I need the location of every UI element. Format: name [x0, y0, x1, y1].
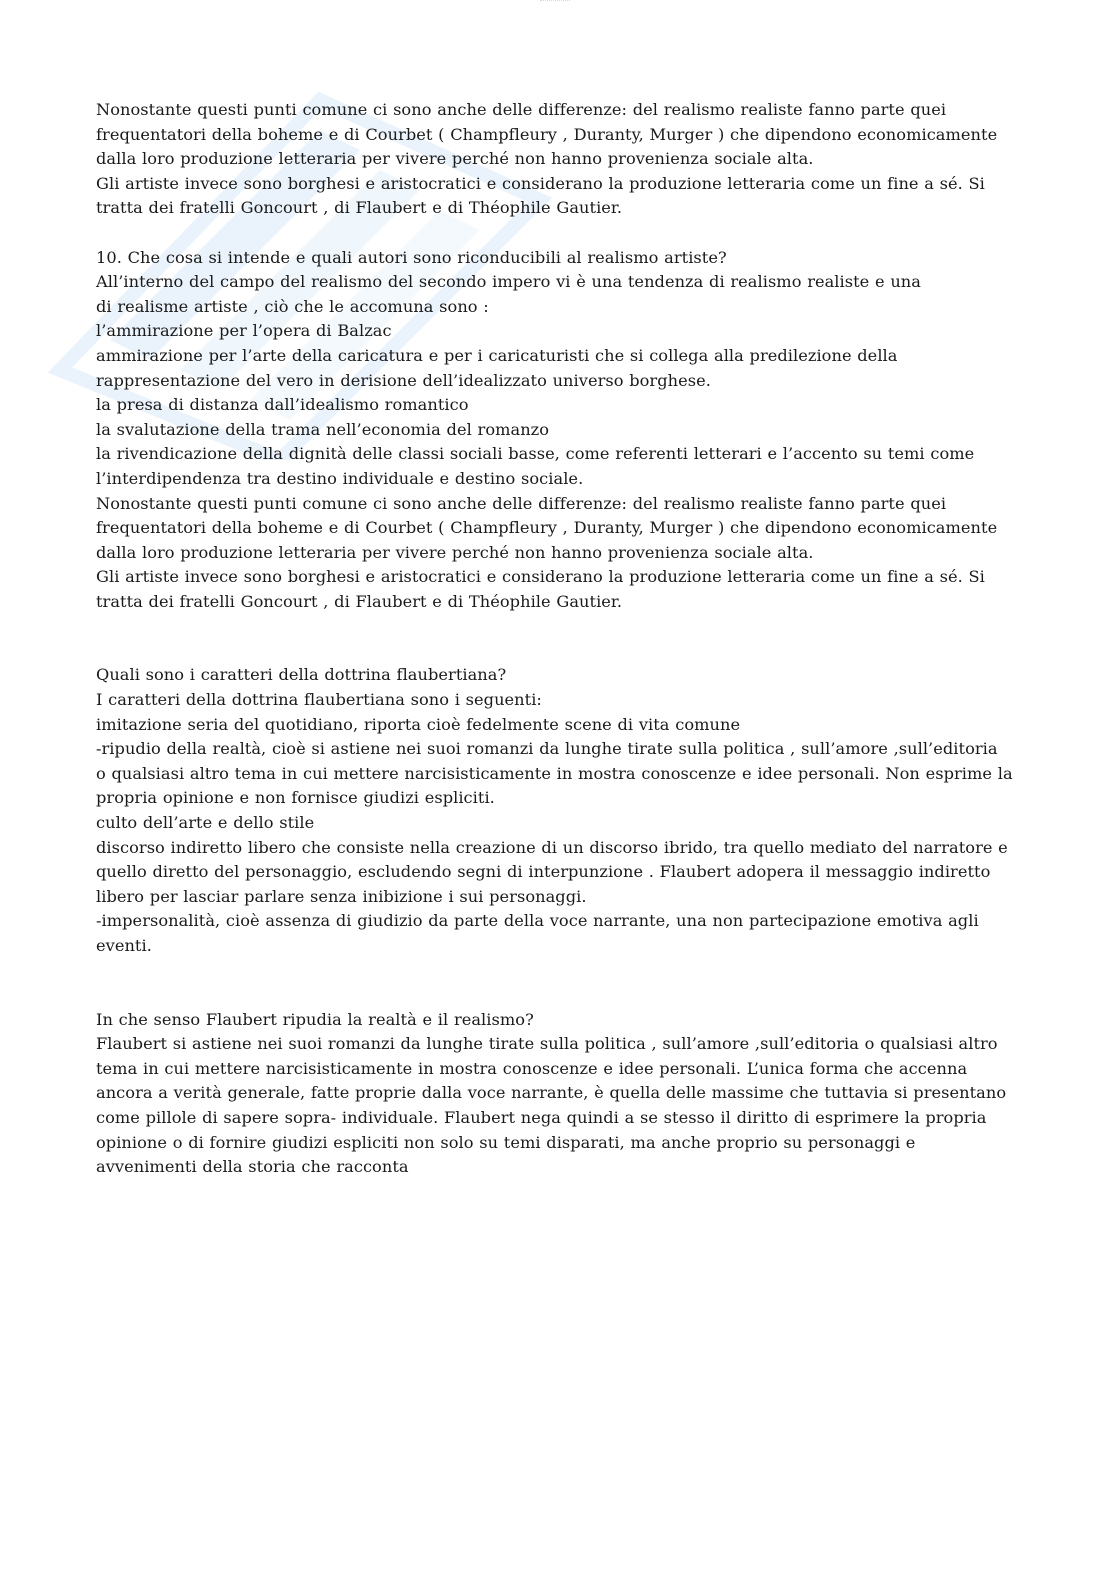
- text-line: l’interdipendenza tra destino individuale e destino sociale.: [96, 468, 584, 488]
- text-line: quello diretto del personaggio, escludendo segni di interpunzione . Flaubert adopera il messaggio indiretto: [96, 862, 991, 882]
- text-line: discorso indiretto libero che consiste nella creazione di un discorso ibrido, tra quello mediato del narratore e: [96, 837, 1008, 857]
- text-line: Nonostante questi punti comune ci sono anche delle differenze: del realismo realiste fanno parte quei: [96, 100, 947, 119]
- text-line: I caratteri della dottrina flaubertiana sono i seguenti:: [96, 690, 542, 710]
- text-line: culto dell’arte e dello stile: [96, 813, 315, 833]
- paragraph-spacer: [96, 959, 1036, 1008]
- text-line: Nonostante questi punti comune ci sono anche delle differenze: del realismo realiste fanno parte quei: [96, 493, 947, 513]
- paragraph-spacer: [96, 221, 1036, 246]
- text-line: -ripudio della realtà, cioè si astiene nei suoi romanzi da lunghe tirate sulla politica , sull’amore ,sull’editoria: [96, 739, 998, 759]
- text-line: frequentatori della boheme e di Courbet ( Champfleury , Duranty, Murger ) che dipendono economicamente: [96, 518, 998, 538]
- text-line: tratta dei fratelli Goncourt , di Flaubert e di Théophile Gautier.: [96, 198, 623, 218]
- text-line: tratta dei fratelli Goncourt , di Flaubert e di Théophile Gautier.: [96, 591, 623, 611]
- paragraph-block-2: [96, 246, 1036, 615]
- text-line: avvenimenti della storia che racconta: [96, 1157, 409, 1177]
- text-line: opinione o di fornire giudizi espliciti non solo su temi disparati, ma anche proprio su personaggi e: [96, 1132, 916, 1152]
- text-line: come pillole di sapere sopra- individuale. Flaubert nega quindi a se stesso il diritto di esprimere la propria: [96, 1107, 987, 1127]
- text-line: All’interno del campo del realismo del secondo impero vi è una tendenza di realismo realiste e una: [96, 272, 921, 292]
- text-line: Gli artiste invece sono borghesi e aristocratici e considerano la produzione letteraria come un fine a sé. Si: [96, 567, 985, 587]
- text-line: ammirazione per l’arte della caricatura e per i caricaturisti che si collega alla predilezione della: [96, 345, 898, 365]
- text-line: libero per lasciar parlare senza inibizione i sui personaggi.: [96, 886, 587, 906]
- text-line: di realisme artiste , ciò che le accomuna sono :: [96, 296, 489, 316]
- text-line: rappresentazione del vero in derisione dell’idealizzato universo borghese.: [96, 370, 711, 390]
- text-line: la svalutazione della trama nell’economia del romanzo: [96, 419, 550, 439]
- text-line: imitazione seria del quotidiano, riporta cioè fedelmente scene di vita comune: [96, 714, 741, 734]
- text-line: Gli artiste invece sono borghesi e aristocratici e considerano la produzione letteraria come un fine a sé. Si: [96, 173, 985, 193]
- text-line: l’ammirazione per l’opera di Balzac: [96, 321, 392, 341]
- text-line: la rivendicazione della dignità delle classi sociali basse, come referenti letterari e l’accento su temi come: [96, 444, 975, 464]
- section-heading: In che senso Flaubert ripudia la realtà e il realismo?: [96, 1009, 534, 1029]
- paragraph-block-3: [96, 663, 1036, 958]
- text-line: dalla loro produzione letteraria per vivere perché non hanno provenienza sociale alta.: [96, 542, 814, 562]
- text-line: -impersonalità, cioè assenza di giudizio da parte della voce narrante, una non partecipazione emotiva agli: [96, 911, 979, 931]
- section-heading: 10. Che cosa si intende e quali autori sono riconducibili al realismo artiste?: [96, 247, 727, 267]
- text-line: la presa di distanza dall’idealismo romantico: [96, 395, 469, 415]
- text-line: ancora a verità generale, fatte proprie dalla voce narrante, è quella delle massime che tuttavia si presentano: [96, 1083, 1007, 1103]
- section-heading: Quali sono i caratteri della dottrina flaubertiana?: [96, 665, 507, 685]
- text-line: Flaubert si astiene nei suoi romanzi da lunghe tirate sulla politica , sull’amore ,sull’editoria o qualsiasi altro: [96, 1034, 998, 1054]
- text-line: eventi.: [96, 936, 152, 955]
- text-line: o qualsiasi altro tema in cui mettere narcisisticamente in mostra conoscenze e idee personali. Non esprime la: [96, 763, 1013, 783]
- document-body: [96, 98, 1036, 1180]
- text-line: propria opinione e non fornisce giudizi espliciti.: [96, 788, 495, 808]
- paragraph-spacer: [96, 614, 1036, 663]
- text-line: dalla loro produzione letteraria per vivere perché non hanno provenienza sociale alta.: [96, 149, 814, 169]
- text-line: tema in cui mettere narcisisticamente in mostra conoscenze e idee personali. L’unica forma che accenna: [96, 1058, 968, 1078]
- page-header-mark: [540, 0, 570, 4]
- paragraph-block-1: [96, 98, 1036, 221]
- paragraph-block-4: [96, 1008, 1036, 1180]
- text-line: frequentatori della boheme e di Courbet ( Champfleury , Duranty, Murger ) che dipendono economicamente: [96, 124, 998, 144]
